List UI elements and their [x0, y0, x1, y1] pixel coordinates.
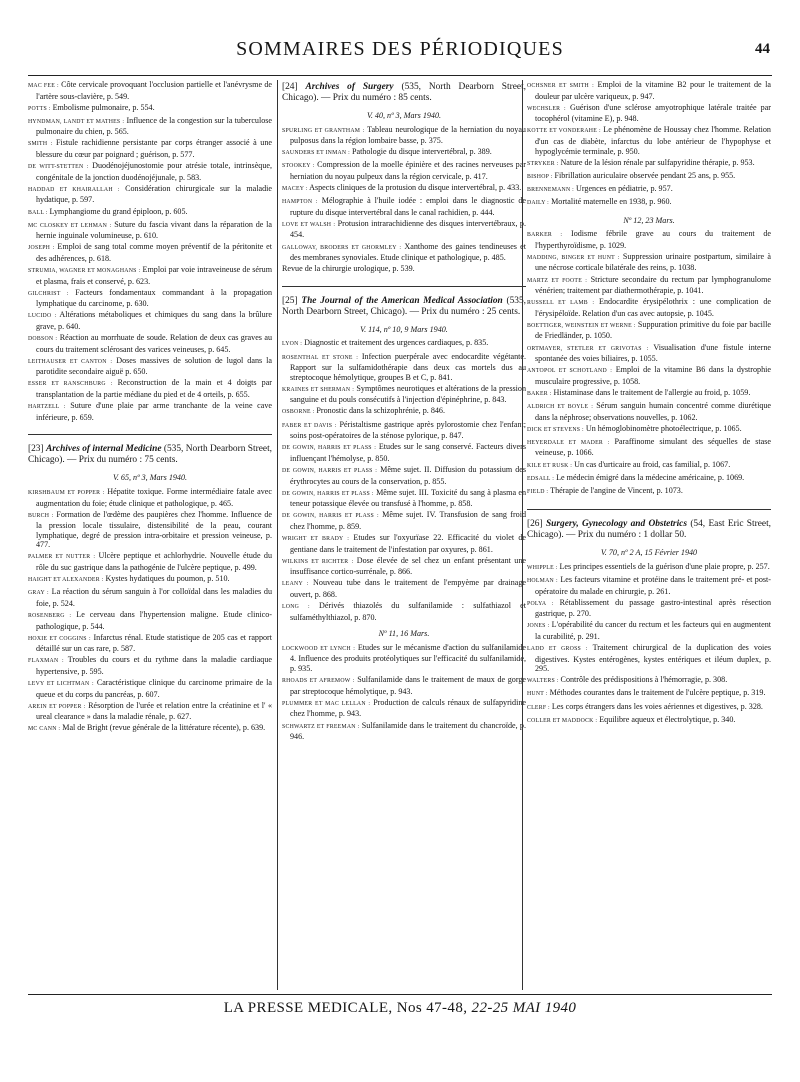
article-entry — [527, 424, 771, 436]
article-authors: HOLMAN : — [527, 577, 558, 584]
article-authors: HADDAD ET KHAIRALLAH : — [28, 186, 120, 193]
article-authors: MADDING, BINGER ET HUNT : — [527, 254, 620, 261]
article-title: Endocardite érysipélothrix : une complication de l'érysipéloïde. Relation d'un cas avec autopsie, p. 1045. — [535, 297, 771, 318]
article-title: Mal de Bright (revue générale de la littérature récente), p. 639. — [62, 723, 266, 733]
article-authors: WALTERS : — [527, 678, 559, 685]
issue-line: V. 70, nº 2 A, 15 Février 1940 — [600, 548, 698, 558]
footer-numbers: Nos 47-48, — [396, 1000, 468, 1016]
article-title: Nature de la lésion rénale par sulfapyridine thérapie, p. 953. — [560, 157, 755, 167]
article-title: Suture du fascia vivant dans la réparation de la hernie inguinale volumineuse, p. 610. — [36, 219, 272, 241]
article-authors: LOVE ET WALSH : — [282, 221, 336, 228]
article-authors: MAC FEE : — [28, 83, 59, 89]
article-title: Thérapie de l'angine de Vincent, p. 1073. — [550, 485, 683, 495]
article-title: Compression de la moelle épinière et des racines nerveuses par herniation du noyau pulpeux dans la région cervicale, p. 417. — [290, 160, 526, 181]
article-entry — [28, 701, 272, 722]
article-authors: DE WITT-STETTEN : — [28, 164, 89, 171]
article-title: Sulfanilamide dans le traitement de maux de gorge par streptocoque hémolytique, p. 943. — [290, 675, 526, 696]
article-entry — [527, 229, 771, 250]
entries-list — [527, 562, 771, 726]
article-entry — [527, 297, 771, 318]
journal-details: (54, East Eric Street, Chicago). — Prix du numéro : 1 dollar 50. — [527, 519, 771, 541]
article-authors: HEYERDALE ET MADER : — [527, 439, 610, 446]
article-title: Les principes essentiels de la guérison d'une plaie propre, p. 257. — [559, 561, 770, 571]
article-entry — [282, 160, 526, 181]
article-authors: KILE ET RUSK : — [527, 462, 573, 469]
article-title: Le médecin émigré dans la médecine américaine, p. 1069. — [556, 472, 745, 482]
article-title: Pathologie du disque intervertébral, p. 389. — [351, 147, 492, 157]
entries-list — [282, 643, 526, 742]
article-title: Traitement chirurgical de la duplication des voies digestives. Kystes entérogènes, kystes entériques et iléum duplex, p. 295. — [535, 643, 771, 674]
article-title: Paraffinome simulant des séquelles de stase veineuse, p. 1066. — [535, 436, 771, 458]
journal-details: (535, North Dearborn Street, Chicago). — Prix du numéro : 75 cents. — [28, 444, 272, 466]
article-authors: ROSENTHAL ET STONE : — [282, 354, 359, 361]
article-authors: SPURLING ET GRANTHAM : — [282, 127, 365, 134]
article-title: Un cas d'urticaire au froid, cas familial, p. 1067. — [574, 459, 731, 469]
column-separator — [277, 80, 278, 990]
article-authors: SCHWARTZ ET FREEMAN : — [282, 723, 360, 730]
article-authors: HAMPTON : — [282, 199, 318, 206]
article-title: Côte cervicale provoquant l'occlusion partielle et l'anévrysme de l'artère sous-clavière, p. 549. — [36, 80, 272, 101]
article-entry — [28, 487, 272, 508]
article-entry — [527, 197, 771, 209]
article-entry — [28, 401, 272, 422]
page-number: 44 — [755, 41, 770, 57]
article-title: Mortalité maternelle en 1938, p. 960. — [551, 196, 672, 206]
article-authors: ESSER ET RANSCHBURG : — [28, 381, 113, 388]
section-number: [26] — [527, 519, 543, 530]
article-title: Même sujet. II. Diffusion du potassium des érythrocytes au cours de la conservation, p. 855. — [290, 464, 526, 486]
article-entry — [28, 288, 272, 309]
article-title: Hépatite toxique. Forme intermédiaire fatale avec augmentation du foie; étude clinique et pathologique, p. 465. — [36, 486, 272, 508]
entries-list — [282, 338, 526, 622]
article-authors: HOXIE ET COGGINS : — [28, 635, 91, 642]
article-authors: LEITHAUSER ET CANTON : — [28, 358, 113, 365]
article-authors: LUCIDO : — [28, 313, 57, 320]
article-entry — [527, 365, 771, 386]
article-title: Kystes hydatiques du poumon, p. 510. — [105, 574, 230, 584]
article-title: Fibrillation auriculaire observée pendant 25 ans, p. 955. — [554, 170, 736, 180]
article-entry — [28, 678, 272, 699]
article-entry — [28, 510, 272, 550]
article-entry — [28, 242, 272, 263]
article-title: Lymphangiome du grand épiploon, p. 605. — [49, 206, 188, 216]
article-title: Altérations métaboliques et chimiques du sang dans la brûlure grave, p. 640. — [36, 310, 272, 331]
issue-line: V. 65, nº 3, Mars 1940. — [112, 473, 188, 483]
article-entry — [28, 184, 272, 205]
article-entry — [282, 352, 526, 383]
article-entry — [282, 147, 526, 159]
article-authors: STRUMIA, WAGNER ET MONAGHANS : — [28, 268, 141, 274]
article-authors: BARKER : — [527, 232, 563, 239]
journal-details: (535, North Dearborn Street, Chicago). — Prix du numéro : 25 cents. — [282, 295, 526, 317]
article-entry — [28, 551, 272, 572]
article-title: Résorption de l'urée et relation entre la créatinine et l' « ureal clearance » dans la maladie rénale, p. 627. — [36, 700, 272, 722]
section-divider — [282, 286, 526, 287]
article-authors: HYNDMAN, LANDT ET MATHES : — [28, 118, 125, 125]
article-title: Histaminase dans le traitement de l'allergie au froid, p. 1059. — [553, 387, 751, 397]
article-entry — [28, 356, 272, 377]
article-entry — [28, 723, 272, 735]
article-entry — [282, 242, 526, 263]
article-entry — [527, 598, 771, 619]
article-authors: JONES : — [527, 623, 550, 630]
article-title: Les corps étrangers dans les voies aériennes et digestives, p. 328. — [551, 701, 763, 711]
article-title: Formation de l'œdème des paupières chez l'homme. Influence de la pression locale tissulaire, distensibilité de la peau, courant lymphatique, degré de pression intra-orbitaire et pression veineuse, p. 477. — [36, 509, 272, 550]
article-authors: DICK ET STEVENS : — [527, 426, 584, 433]
article-authors: AREIN ET POPPER : — [28, 703, 86, 710]
article-title: Dose élevée de sel chez un enfant présentant une insuffisance cortico-surrénale, p. 866. — [290, 555, 526, 577]
article-authors: STRYKER : — [527, 160, 559, 167]
article-entry — [527, 675, 771, 687]
column-separator — [522, 80, 523, 990]
article-title: Emploi par voie intraveineuse de sérum et plasma, frais et conservé, p. 623. — [36, 265, 272, 286]
article-title: Considération chirurgicale sur la maladie hydatique, p. 597. — [36, 183, 272, 205]
section-number: [24] — [282, 82, 298, 92]
article-authors: WECHSLER : — [527, 105, 566, 112]
column-1 — [28, 80, 272, 990]
article-title: Le phénomène de Houssay chez l'homme. Relation d'un cas de diabète, infarctus du lobe antérieur de l'hypophyse et hypoglycémie terminale, p. 950. — [535, 125, 771, 156]
article-authors: BOETTIGER, WEINSTEIN ET WERNE : — [527, 322, 636, 329]
article-title: Ulcère peptique et achlorhydrie. Nouvelle étude du rôle du suc gastrique dans la pathogénie de l'ulcère peptique, p. 499. — [36, 551, 272, 573]
section-number: [23] — [28, 444, 44, 455]
article-entry — [527, 388, 771, 400]
revue-line: Revue de la chirurgie urologique, p. 539. — [282, 264, 415, 274]
article-authors: LEVY ET LICHTMAN : — [28, 681, 94, 687]
article-authors: PALMER ET NUTTER : — [28, 554, 96, 561]
footer-journal: LA PRESSE MEDICALE, — [223, 1000, 393, 1016]
article-title: Etudes sur le mécanisme d'action du sulfanilamide 4. Influence des produits protéolytiques sur l'efficacité du sulfanilamide, p. 935. — [290, 642, 526, 674]
article-entry — [527, 103, 771, 124]
article-entry — [28, 587, 272, 608]
article-entry — [527, 575, 771, 596]
article-authors: HUNT : — [527, 691, 548, 698]
article-authors: CLERF : — [527, 704, 550, 711]
article-authors: GILCHRIST : — [28, 290, 69, 297]
article-entry — [282, 384, 526, 405]
section-divider — [527, 509, 771, 510]
article-entry — [282, 698, 526, 719]
article-entry — [527, 620, 771, 641]
article-entry — [28, 116, 272, 137]
journal-title: Surgery, Gynecology and Obstetrics — [545, 519, 687, 530]
article-entry — [28, 333, 272, 354]
page-footer — [28, 1000, 772, 1017]
article-title: Etudes sur l'oxyurïase 22. Efficacité du violet de gentiane dans le traitement de l'infestation par oxyures, p. 861. — [290, 533, 526, 554]
article-entry — [282, 488, 526, 509]
article-title: L'opérabilité du cancer du rectum et les facteurs qui en augmentent la curabilité, p. 291. — [535, 620, 771, 641]
article-authors: DE GOWIN, HARRIS ET PLASS : — [282, 490, 374, 497]
article-entry — [527, 125, 771, 156]
section-heading-25 — [282, 296, 526, 318]
article-authors: JOSEPH : — [28, 245, 55, 252]
article-entry — [282, 338, 526, 350]
article-title: Dérivés thiazolés du sulfanilamide : sulfathiazol et sulfaméthylthiazol, p. 870. — [290, 601, 526, 622]
article-authors: DE GOWIN, HARRIS ET PLASS : — [282, 513, 379, 520]
article-authors: KRAINES ET SHERMAN : — [282, 386, 355, 393]
issue-line: Nº 11, 16 Mars. — [378, 629, 430, 639]
article-authors: KOTTE ET VONDERAHE : — [527, 128, 601, 135]
article-entry — [282, 465, 526, 486]
article-title: Emploi de la vitamine B2 pour le traitement de la douleur par ulcère variqueux, p. 947. — [535, 80, 771, 101]
article-authors: MARTZ ET FOOTE : — [527, 277, 588, 284]
article-authors: WRIGHT ET BRADY : — [282, 536, 350, 542]
article-authors: MC CANN : — [28, 726, 61, 733]
article-title: Tableau neurologique de la herniation du noyau pulposus dans la région lombaire basse, p. 375. — [290, 124, 526, 146]
article-entry — [282, 533, 526, 554]
article-authors: SMITH : — [28, 141, 53, 148]
article-title: Etudes sur le sang conservé. Facteurs divers influençant l'hémolyse, p. 850. — [290, 442, 526, 463]
article-entry — [282, 721, 526, 742]
article-authors: WILKINS ET RICHTER : — [282, 558, 354, 565]
article-title: Contrôle des prédispositions à l'hémorragie, p. 308. — [560, 675, 728, 685]
article-authors: STOOKEY : — [282, 163, 315, 170]
article-entry — [282, 125, 526, 146]
article-entry — [527, 80, 771, 101]
article-entry — [28, 161, 272, 182]
journal-title: Archives of internal Medicine — [46, 444, 162, 455]
article-authors: BALL : — [28, 209, 48, 216]
article-authors: OCHSNER ET SMITH : — [527, 83, 594, 89]
entries-list — [527, 80, 771, 209]
journal-title: The Journal of the American Medical Association — [301, 295, 503, 306]
article-entry — [527, 158, 771, 170]
article-entry — [28, 610, 272, 631]
article-authors: DOBSON : — [28, 336, 58, 343]
article-title: Xanthome des gaines tendineuses et des membranes synoviales. Etude clinique et pathologique, p. 485. — [290, 241, 526, 263]
article-entry — [527, 184, 771, 196]
article-entry — [527, 473, 771, 485]
entries-list — [28, 80, 272, 422]
article-entry — [527, 275, 771, 296]
article-entry — [28, 655, 272, 676]
article-entry — [527, 343, 771, 364]
section-heading-26 — [527, 519, 771, 541]
article-entry — [527, 437, 771, 458]
article-authors: BISHOP : — [527, 173, 553, 180]
article-title: Caractéristique clinique du carcinome primaire de la queue et du corps du pancréas, p. 607. — [36, 678, 272, 699]
article-entry — [282, 601, 526, 622]
article-title: Infection puerpérale avec endocardite végétante. Rapport sur la sulfamidothérapie dans deux cas mortels dus au streptocoque hémolytique, groupes B et C, p. 841. — [290, 351, 526, 382]
article-entry — [28, 220, 272, 241]
article-title: Mélographie à l'huile iodée : emploi dans le diagnostic de rupture du disque intervertébral dans le canal rachidien, p. 444. — [290, 196, 526, 217]
article-authors: FIELD : — [527, 488, 549, 495]
article-entry — [282, 643, 526, 674]
article-entry — [282, 183, 526, 195]
article-title: Le cerveau dans l'hypertension maligne. Etude clinico-pathologique, p. 544. — [36, 609, 272, 631]
entries-list — [28, 487, 272, 735]
article-authors: MC CLOSKEY ET LEHMAN : — [28, 222, 112, 229]
section-heading-23 — [28, 444, 272, 466]
article-authors: ROSENBERG : — [28, 612, 72, 619]
article-title: Influence de la congestion sur la tuberculose pulmonaire du chien, p. 565. — [36, 115, 272, 137]
article-title: Suppression urinaire postpartum, similaire à une nécrose corticale bilatérale des reins, p. 1038. — [535, 251, 771, 273]
article-authors: DE GOWIN, HARRIS ET PLASS : — [282, 445, 377, 452]
article-authors: LYON : — [282, 341, 303, 348]
journal-title: Archives of Surgery — [305, 82, 394, 92]
article-authors: LEANY : — [282, 581, 309, 588]
article-title: Urgences en pédiatrie, p. 957. — [576, 183, 673, 193]
article-entry — [28, 80, 272, 101]
article-authors: HARTZELL : — [28, 404, 66, 411]
section-heading-24 — [282, 82, 526, 104]
section-divider — [28, 434, 272, 435]
page-header — [28, 30, 772, 70]
article-entry — [282, 675, 526, 696]
article-title: Suppuration primitive du foie par bacille de Friedländer, p. 1050. — [535, 319, 771, 341]
article-entry — [527, 715, 771, 727]
article-authors: POTTS : — [28, 105, 51, 112]
article-authors: ANTOPOL ET SCHOTLAND : — [527, 368, 613, 375]
footer-date: 22-25 MAI 1940 — [471, 1000, 577, 1016]
article-title: Sulfanilamide dans le traitement du chancroïde, p. 946. — [290, 720, 526, 742]
article-title: Les facteurs vitamine et protéine dans le traitement pré- et post-opératoire du malade en chirurgie, p. 261. — [535, 574, 771, 596]
issue-line: V. 114, nº 10, 9 Mars 1940. — [360, 324, 448, 334]
article-entry — [282, 578, 526, 599]
article-entry — [28, 207, 272, 219]
article-authors: HAIGHT ET ALEXANDER : — [28, 577, 104, 584]
article-authors: ALDRICH ET BOYLE : — [527, 404, 594, 411]
article-entry — [28, 138, 272, 159]
article-title: Stricture secondaire du rectum par lymphogranulome vénérien; traitement par diathermothérapie, p. 1041. — [535, 274, 771, 296]
article-entry — [527, 702, 771, 714]
article-authors: EDSALL : — [527, 475, 555, 482]
journal-details: (535, North Dearborn Street, Chicago). — Prix du numéro : 85 cents. — [282, 82, 526, 103]
article-title: Emploi de sang total comme moyen préventif de la péritonite et des adhérences, p. 618. — [36, 242, 272, 263]
article-entry — [527, 171, 771, 183]
article-title: Sérum sanguin humain concentré comme diurétique dans la néphrose; observations nouvelles, p. 1062. — [535, 401, 771, 422]
article-title: Duodénojéjunostomie pour atrésie totale, intrinsèque, congénitale de la jonction duodénojéjunale, p. 583. — [36, 161, 272, 182]
article-authors: LADD ET GROSS : — [527, 646, 588, 653]
page-title: SOMMAIRES DES PÉRIODIQUES — [236, 38, 564, 60]
article-authors: MACEY : — [282, 186, 308, 193]
article-title: Un hémoglobinomètre photoélectrique, p. 1065. — [585, 423, 742, 433]
article-title: Fistule rachidienne persistante par corps étranger associé à une blessure du cœur par poignard ; guérison, p. 577. — [36, 138, 272, 160]
article-authors: OSBORNE : — [282, 409, 315, 416]
article-title: Guérison d'une sclérose amyotrophique latérale traitée par tocophérol (vitamine E), p. 948. — [535, 102, 771, 124]
article-authors: BRENNEMANN : — [527, 186, 574, 193]
article-authors: FABER ET DAVIS : — [282, 422, 337, 429]
article-authors: WHIPPLE : — [527, 564, 558, 571]
article-entry — [527, 562, 771, 574]
article-entry — [28, 633, 272, 654]
article-entry — [282, 556, 526, 577]
article-entry — [282, 219, 526, 240]
article-title: Infarctus rénal. Etude statistique de 205 cas et rapport détaillé sur un cas rare, p. 587. — [36, 632, 272, 654]
article-title: Même sujet. III. Toxicité du sang à plasma en teneur potassique élevée ou transfusé à l'homme, p. 858. — [290, 487, 526, 509]
article-title: Embolisme pulmonaire, p. 554. — [52, 102, 155, 112]
article-title: Iodisme fébrile grave au cours du traitement de l'hyperthyroïdisme, p. 1029. — [535, 229, 771, 250]
article-entry — [527, 460, 771, 472]
article-title: Rétablissement du passage gastro-intestinal après résection gastrique, p. 270. — [535, 597, 771, 619]
article-title: Suture d'une plaie par arme tranchante de la veine cave inférieure, p. 659. — [36, 401, 272, 422]
article-authors: DE GOWIN, HARRIS ET PLASS : — [282, 467, 378, 474]
article-title: Equilibre aqueux et électrolytique, p. 340. — [599, 714, 736, 724]
article-entry — [28, 310, 272, 331]
article-entry — [282, 196, 526, 217]
article-title: Même sujet. IV. Transfusion de sang froid chez l'homme, p. 859. — [290, 510, 526, 531]
article-authors: SAUNDERS ET INMAN : — [282, 150, 350, 157]
section-number: [25] — [282, 295, 298, 306]
article-authors: FLAXMAN : — [28, 658, 64, 665]
article-entry — [527, 643, 771, 674]
article-title: Doses massives de solution de lugol dans la parotidite secondaire aiguë p. 650. — [36, 355, 272, 377]
article-title: Protusion intrarachidienne des disques intervertébraux, p. 454. — [290, 218, 526, 240]
article-entry — [282, 420, 526, 441]
article-authors: DAILY : — [527, 199, 550, 206]
article-title: Facteurs fondamentaux commandant à la propagation lymphatique du carcinome, p. 630. — [36, 287, 272, 309]
article-entry — [527, 252, 771, 273]
article-entry — [28, 265, 272, 286]
article-entry — [527, 401, 771, 422]
article-authors: BURCH : — [28, 512, 54, 519]
article-authors: LONG : — [282, 604, 310, 611]
article-entry — [527, 688, 771, 700]
article-entry — [282, 442, 526, 463]
article-authors: RHOADS ET AFREMOW : — [282, 678, 355, 685]
article-authors: LOCKWOOD ET LYNCH : — [282, 645, 356, 652]
article-title: Diagnostic et traitement des urgences cardiaques, p. 835. — [304, 338, 489, 348]
article-entry — [527, 320, 771, 341]
article-authors: BAKER : — [527, 390, 552, 397]
article-title: Péristaltisme gastrique après pylorostomie chez l'enfant; soins post-opératoires de la sténose pylorique, p. 847. — [290, 419, 526, 441]
article-authors: POLYA : — [527, 600, 554, 607]
article-entry — [28, 378, 272, 399]
article-authors: KIRSHBAUM ET POPPER : — [28, 489, 105, 496]
article-title: Pronostic dans la schizophrénie, p. 846. — [316, 406, 445, 416]
article-entry — [527, 486, 771, 498]
article-title: Réaction au morrhuate de soude. Relation de deux cas graves au cours du traitement sclérosant des varices veineuses, p. 645. — [36, 333, 272, 354]
article-title: Emploi de la vitamine B6 dans la dystrophie musculaire progressive, p. 1058. — [535, 365, 771, 386]
article-title: Visualisation d'une fistule interne spontanée des voies biliaires, p. 1055. — [535, 342, 771, 364]
article-title: Troubles du cours et du rythme dans la maladie cardiaque hypertensive, p. 595. — [36, 655, 272, 676]
article-entry — [28, 574, 272, 586]
issue-line: V. 40, nº 3, Mars 1940. — [366, 111, 442, 120]
article-title: Production de calculs rénaux de sulfapyridine chez l'homme, p. 943. — [290, 697, 526, 719]
article-authors: COLLER ET MADDOCK : — [527, 717, 598, 724]
article-title: Reconstruction de la main et 4 doigts par transplantation de la partie médiane du pied et de 4 orteils, p. 655. — [36, 378, 272, 400]
article-entry — [282, 406, 526, 418]
issue-line: Nº 12, 23 Mars. — [623, 215, 675, 225]
article-entry — [282, 510, 526, 531]
article-authors: GRAY : — [28, 590, 49, 597]
column-2 — [282, 80, 526, 990]
article-entry — [28, 103, 272, 115]
article-title: La réaction du sérum sanguin à l'or colloïdal dans les maladies du foie, p. 524. — [36, 587, 272, 608]
entries-list — [282, 125, 526, 263]
article-authors: PLUMMER ET MAC LELLAN : — [282, 700, 371, 707]
footer-rule — [28, 994, 772, 995]
article-title: Aspects cliniques de la protusion du disque intervertébral, p. 433. — [309, 183, 522, 193]
article-title: Symptômes neurotiques et altérations de la pression sanguine et du pouls consécutifs à l'injection d'épinéphrine, p. 843. — [290, 383, 526, 405]
article-title: Méthodes courantes dans le traitement de l'ulcère peptique, p. 319. — [549, 688, 766, 698]
article-title: Nouveau tube dans le traitement de l'empyème par drainage ouvert, p. 868. — [290, 578, 526, 599]
article-authors: ORTMAYER, STETLER ET GRIVOTAS : — [527, 345, 649, 352]
article-authors: RUSSELL ET LAMB : — [527, 300, 595, 307]
header-rule — [28, 75, 772, 76]
entries-list — [527, 229, 771, 497]
column-3 — [527, 80, 771, 990]
article-authors: GALLOWAY, BRODERS ET GHORMLEY : — [282, 244, 402, 251]
